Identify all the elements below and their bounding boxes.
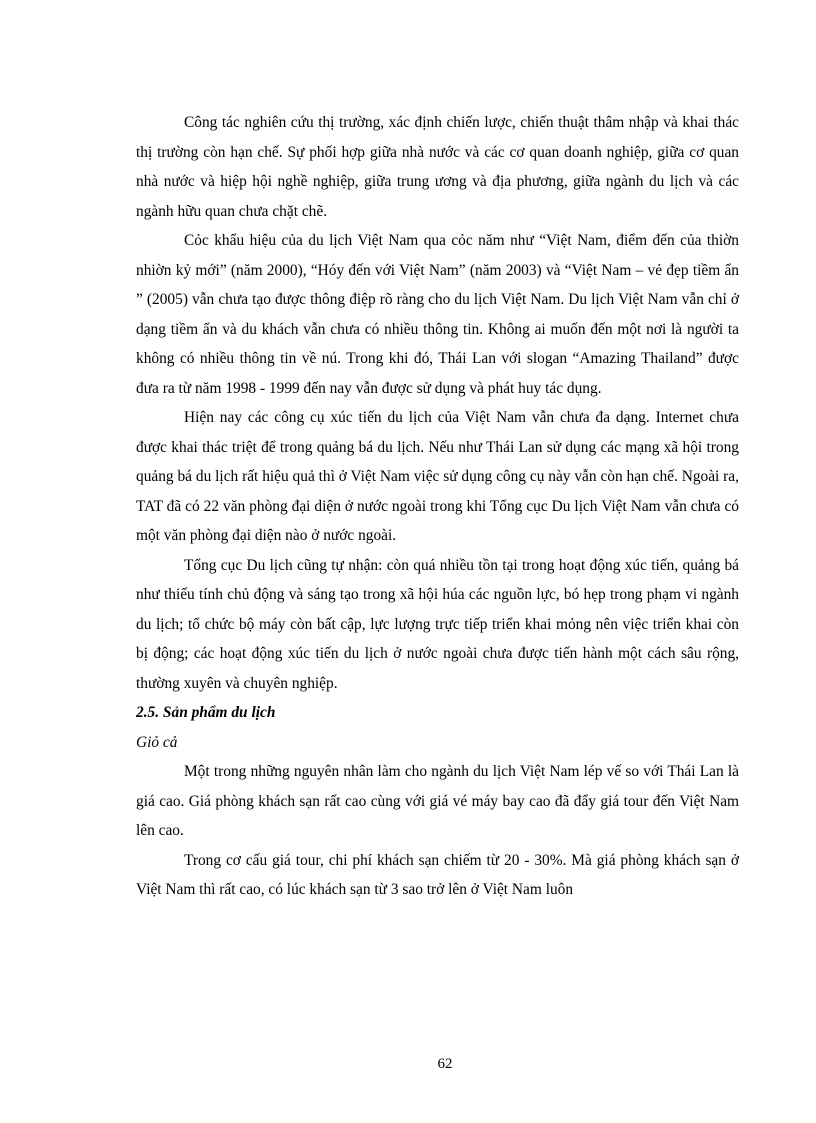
paragraph-market-research: Công tác nghiên cứu thị trường, xác định chiến lược, chiến thuật thâm nhập và khai thác thị trường còn hạn chế. Sự phối hợp giữa nhà nước và các cơ quan doanh nghiệp, giữa cơ quan nhà nước và hiệp hội nghề nghiệp, giữa trung ương và địa phương, giữa ngành du lịch và các ngành hữu quan chưa chặt chẽ. <box>136 114 739 220</box>
paragraph-promotion-tools: Hiện nay các công cụ xúc tiến du lịch của Việt Nam vẫn chưa đa dạng. Internet chưa được khai thác triệt để trong quảng bá du lịch. Nếu như Thái Lan sử dụng các mạng xã hội trong quảng bá du lịch rất hiệu quả thì ở Việt Nam việc sử dụng công cụ này vẫn còn hạn chế. Ngoài ra, TAT đã có 22 văn phòng đại diện ở nước ngoài trong khi Tổng cục Du lịch Việt Nam vẫn chưa có một văn phòng đại diện nào ở nước ngoài. <box>136 409 739 544</box>
subsection-heading: Giỏ cả <box>136 733 178 751</box>
page-number: 62 <box>437 1056 453 1072</box>
paragraph-tourism-administration: Tổng cục Du lịch cũng tự nhận: còn quá nhiều tồn tại trong hoạt động xúc tiến, quảng bá như thiếu tính chủ động và sáng tạo trong xã hội húa các nguồn lực, bó hẹp trong phạm vi ngành du lịch; tổ chức bộ máy còn bất cập, lực lượng trực tiếp triển khai mỏng nên việc triển khai còn bị động; các hoạt động xúc tiến du lịch ở nước ngoài chưa được tiến hành một cách sâu rộng, thường xuyên và chuyên nghiệp. <box>136 556 739 692</box>
paragraph-tour-cost-structure: Trong cơ cấu giá tour, chi phí khách sạn chiếm từ 20 - 30%. Mà giá phòng khách sạn ở Việt Nam thì rất cao, có lúc khách sạn từ 3 sao trở lên ở Việt Nam luôn <box>136 851 739 898</box>
paragraph-high-prices: Một trong những nguyên nhân làm cho ngành du lịch Việt Nam lép vế so với Thái Lan là giá cao. Giá phòng khách sạn rất cao cùng với giá vé máy bay cao đã đẩy giá tour đến Việt Nam lên cao. <box>136 763 739 839</box>
page-body <box>136 108 739 905</box>
section-heading: 2.5. Sản phẩm du lịch <box>136 704 276 721</box>
paragraph-slogans: Cỏc khẩu hiệu của du lịch Việt Nam qua cỏc năm như “Việt Nam, điểm đến của thiờn nhiờn kỷ mới” (năm 2000), “Hóy đến với Việt Nam” (năm 2003) và “Việt Nam – vẻ đẹp tiềm ẩn ” (2005) vẫn chưa tạo được thông điệp rõ ràng cho du lịch Việt Nam. Du lịch Việt Nam vẫn chỉ ở dạng tiềm ẩn và du khách vẫn chưa có nhiều thông tin. Không ai muốn đến một nơi là người ta không có nhiều thông tin về nú. Trong khi đó, Thái Lan với slogan “Amazing Thailand” được đưa ra từ năm 1998 - 1999 đến nay vẫn được sử dụng và phát huy tác dụng. <box>136 232 739 397</box>
